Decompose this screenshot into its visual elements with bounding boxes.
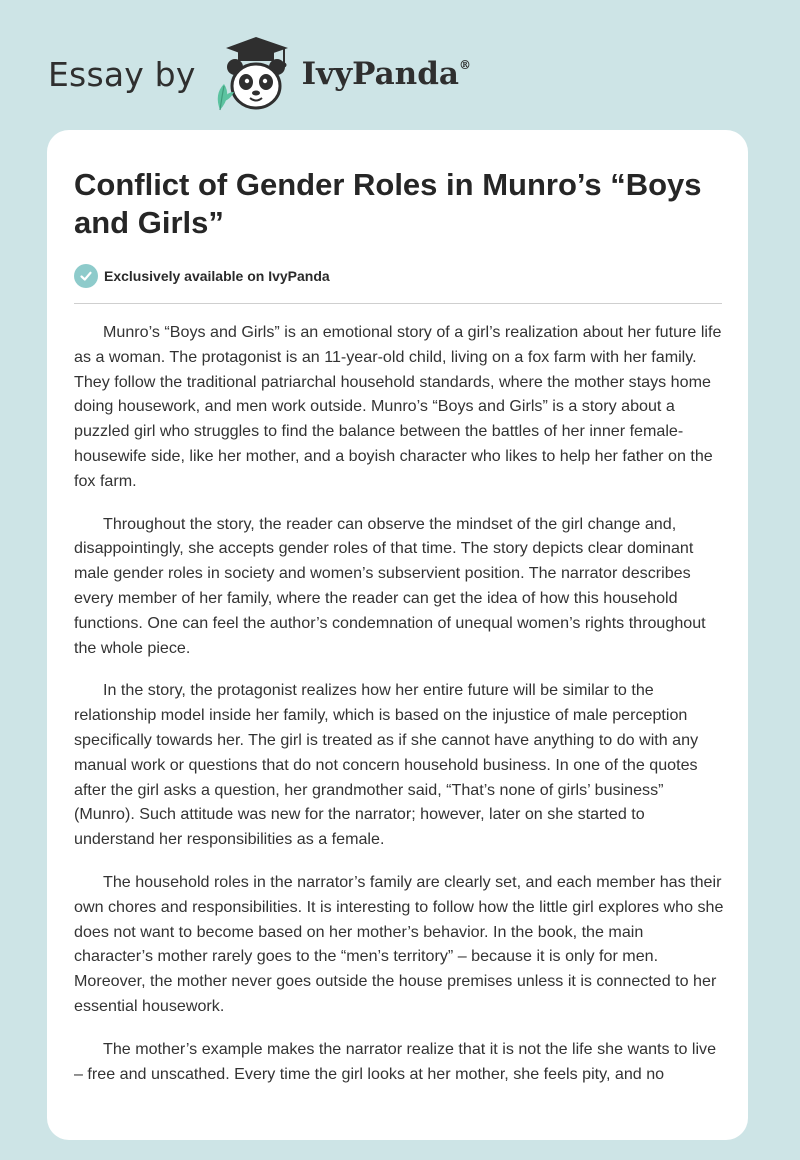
essay-body bbox=[74, 320, 724, 1104]
essay-by-label: Essay by bbox=[48, 54, 196, 94]
essay-card bbox=[47, 130, 748, 1140]
badge-label: Exclusively available on IvyPanda bbox=[104, 268, 330, 284]
exclusive-badge bbox=[74, 264, 330, 288]
paragraph: Throughout the story, the reader can observe the mindset of the girl change and, disappointingly, she accepts gender roles of that time. The story depicts clear dominant male gender roles in society and women’s subservient position. The narrator describes every member of her family, where the reader can get the idea of how this household functions. One can feel the author’s condemnation of unequal women’s rights throughout the whole piece. bbox=[74, 514, 706, 657]
panda-logo-icon[interactable] bbox=[210, 34, 298, 114]
registered-mark: ® bbox=[458, 58, 471, 72]
essay-title: Conflict of Gender Roles in Munro’s “Boys and Girls” bbox=[74, 167, 702, 240]
paragraph: The household roles in the narrator’s family are clearly set, and each member has their own chores and responsibilities. It is interesting to follow how the little girl explores who she does not want to become based on her mother’s behavior. In the book, the main character’s mother rarely goes to the “men’s territory” – because it is only for men. Moreover, the mother never goes outside the house premises unless it is connected to her essential housework. bbox=[74, 872, 724, 1015]
paragraph: The mother’s example makes the narrator realize that it is not the life she wants to live – free and unscathed. Every time the girl looks at her mother, she feels pity, and no bbox=[74, 1039, 717, 1083]
divider bbox=[74, 303, 722, 304]
paragraph: In the story, the protagonist realizes how her entire future will be similar to the relationship model inside her family, which is based on the injustice of male perception specifically towards her. The girl is treated as if she cannot have anything to do with any manual work or questions that do not concern household business. In one of the quotes after the girl asks a question, her grandmother said, “That’s none of girls’ business” (Munro). Such attitude was new for the narrator; however, later on she started to understand her responsibilities as a female. bbox=[74, 681, 699, 849]
site-header bbox=[48, 34, 471, 114]
paragraph: Munro’s “Boys and Girls” is an emotional story of a girl’s realization about her future life as a woman. The protagonist is an 11-year-old child, living on a fox farm with her family. They follow the traditional patriarchal household standards, where the mother stays home doing housework, and men work outside. Munro’s “Boys and Girls” is a story about a puzzled girl who struggles to find the balance between the battles of her inner female-housewife side, like her mother, and a boyish character who likes to help her father on the fox farm. bbox=[74, 323, 722, 490]
brand-name[interactable]: IvyPanda® bbox=[301, 56, 471, 92]
checkmark-icon bbox=[74, 264, 98, 288]
